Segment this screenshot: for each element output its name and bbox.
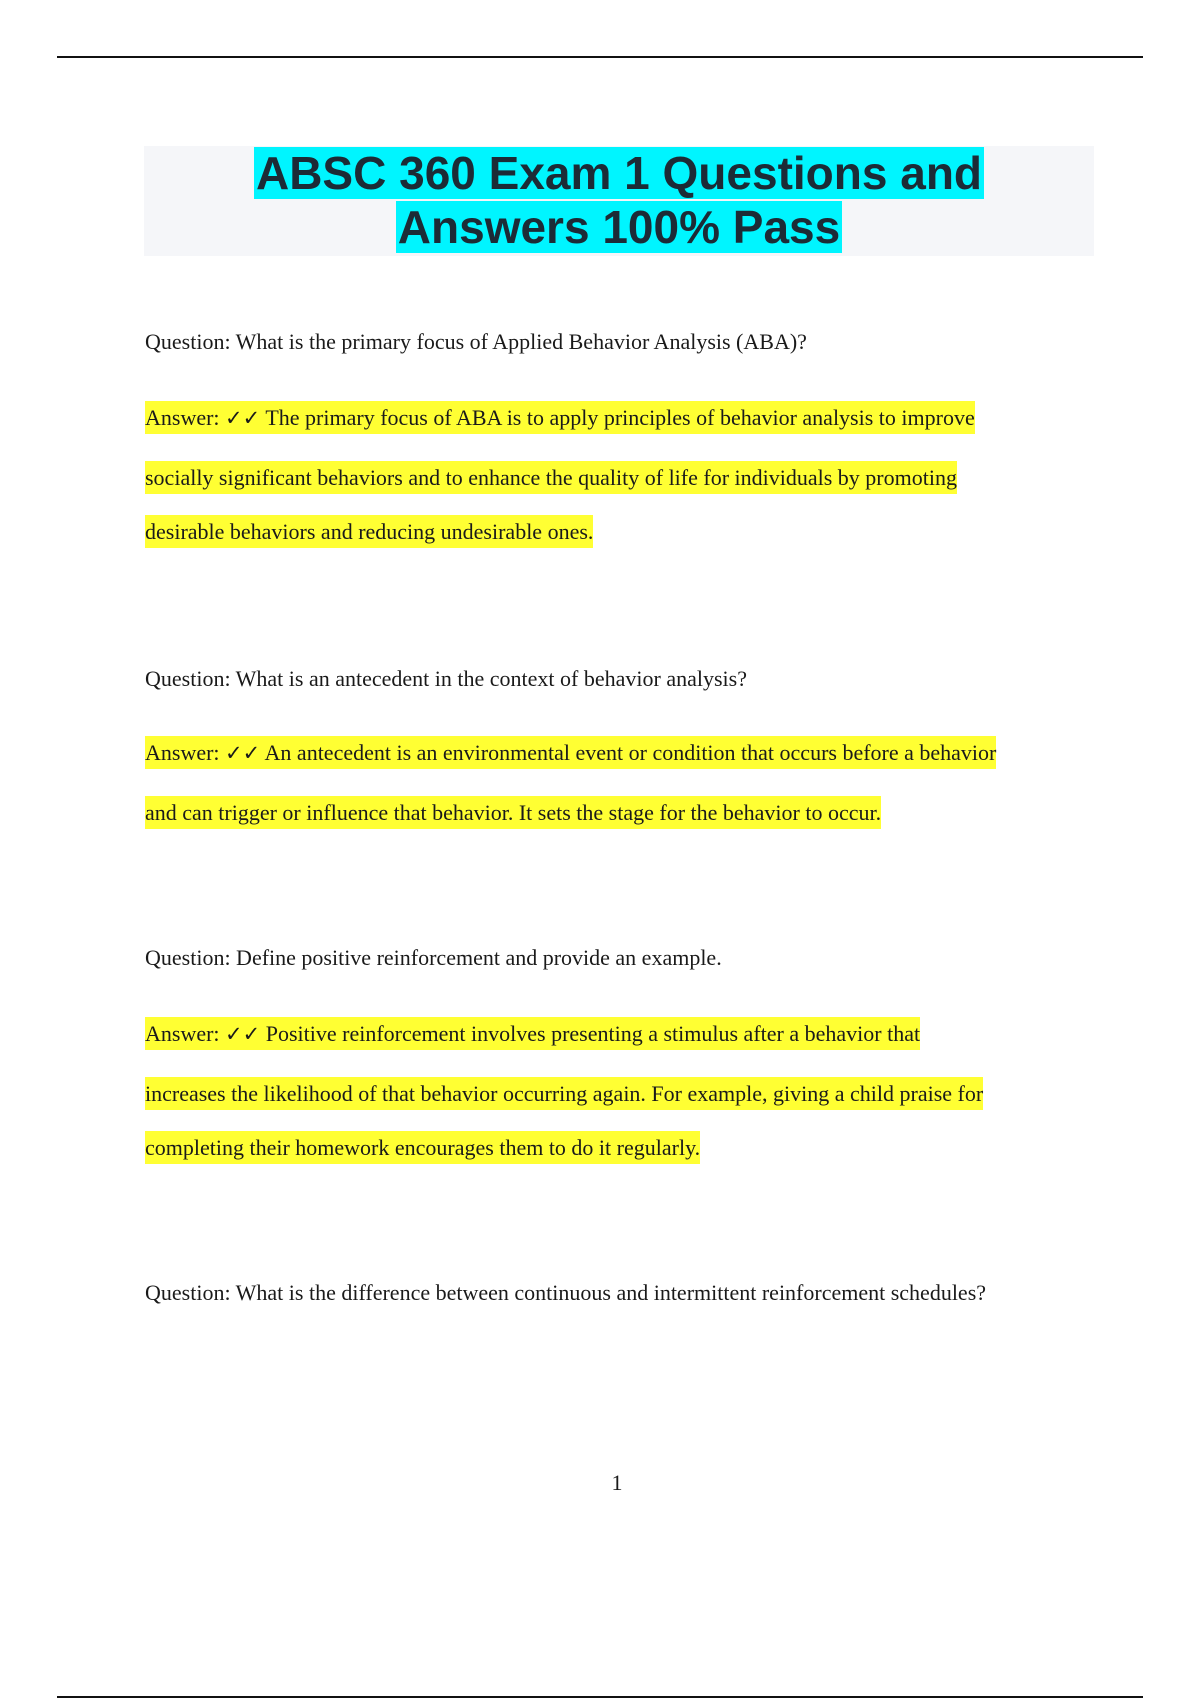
answer-block-2 <box>145 723 1095 843</box>
answer-line-text: increases the likelihood of that behavior occurring again. For example, giving a child praise for <box>145 1077 983 1110</box>
qa-item-4 <box>145 1278 1095 1308</box>
answer-text <box>145 723 1095 843</box>
answer-label: Answer: <box>145 1021 226 1046</box>
answer-line-text: socially significant behaviors and to enhance the quality of life for individuals by promoting <box>145 461 957 494</box>
double-check-icon: ✓✓ <box>225 741 261 765</box>
page-number: 1 <box>611 1470 623 1495</box>
answer-line-text: The primary focus of ABA is to apply principles of behavior analysis to improve <box>260 405 975 430</box>
qa-item-2 <box>145 664 1095 694</box>
answer-line <box>145 783 1095 843</box>
qa-item-3 <box>145 943 1095 973</box>
answer-text <box>145 1004 1095 1178</box>
question-text: Question: What is an antecedent in the context of behavior analysis? <box>145 666 747 691</box>
answer-block-3 <box>145 1004 1095 1178</box>
double-check-icon: ✓✓ <box>225 406 261 430</box>
qa-item-1 <box>145 327 1095 357</box>
title-block <box>144 146 1094 256</box>
answer-line-text: An antecedent is an environmental event or condition that occurs before a behavior <box>260 740 997 765</box>
top-rule <box>57 56 1143 58</box>
answer-line <box>145 448 1095 508</box>
title-line-1: ABSC 360 Exam 1 Questions and <box>255 147 983 199</box>
page-title <box>144 146 1094 254</box>
question-text: Question: What is the primary focus of Applied Behavior Analysis (ABA)? <box>145 329 807 354</box>
answer-line <box>145 723 1095 783</box>
answer-line <box>145 502 1095 562</box>
answer-line-text: and can trigger or influence that behavior. It sets the stage for the behavior to occur. <box>145 796 881 829</box>
title-line-2: Answers 100% Pass <box>397 201 841 253</box>
answer-line <box>145 1118 1095 1178</box>
double-check-icon: ✓✓ <box>225 1022 261 1046</box>
bottom-rule <box>57 1696 1143 1698</box>
answer-label: Answer: <box>145 740 226 765</box>
answer-line-text: Positive reinforcement involves presenting a stimulus after a behavior that <box>260 1021 921 1046</box>
question-text: Question: Define positive reinforcement and provide an example. <box>145 945 722 970</box>
answer-line <box>145 1004 1095 1064</box>
answer-line <box>145 1064 1095 1124</box>
answer-line-text: desirable behaviors and reducing undesirable ones. <box>145 515 593 548</box>
answer-line <box>145 388 1095 448</box>
answer-line-text: completing their homework encourages them to do it regularly. <box>145 1131 700 1164</box>
answer-label: Answer: <box>145 405 226 430</box>
question-text: Question: What is the difference between continuous and intermittent reinforcement schedules? <box>145 1280 987 1305</box>
answer-text <box>145 388 1095 562</box>
answer-block-1 <box>145 388 1095 562</box>
